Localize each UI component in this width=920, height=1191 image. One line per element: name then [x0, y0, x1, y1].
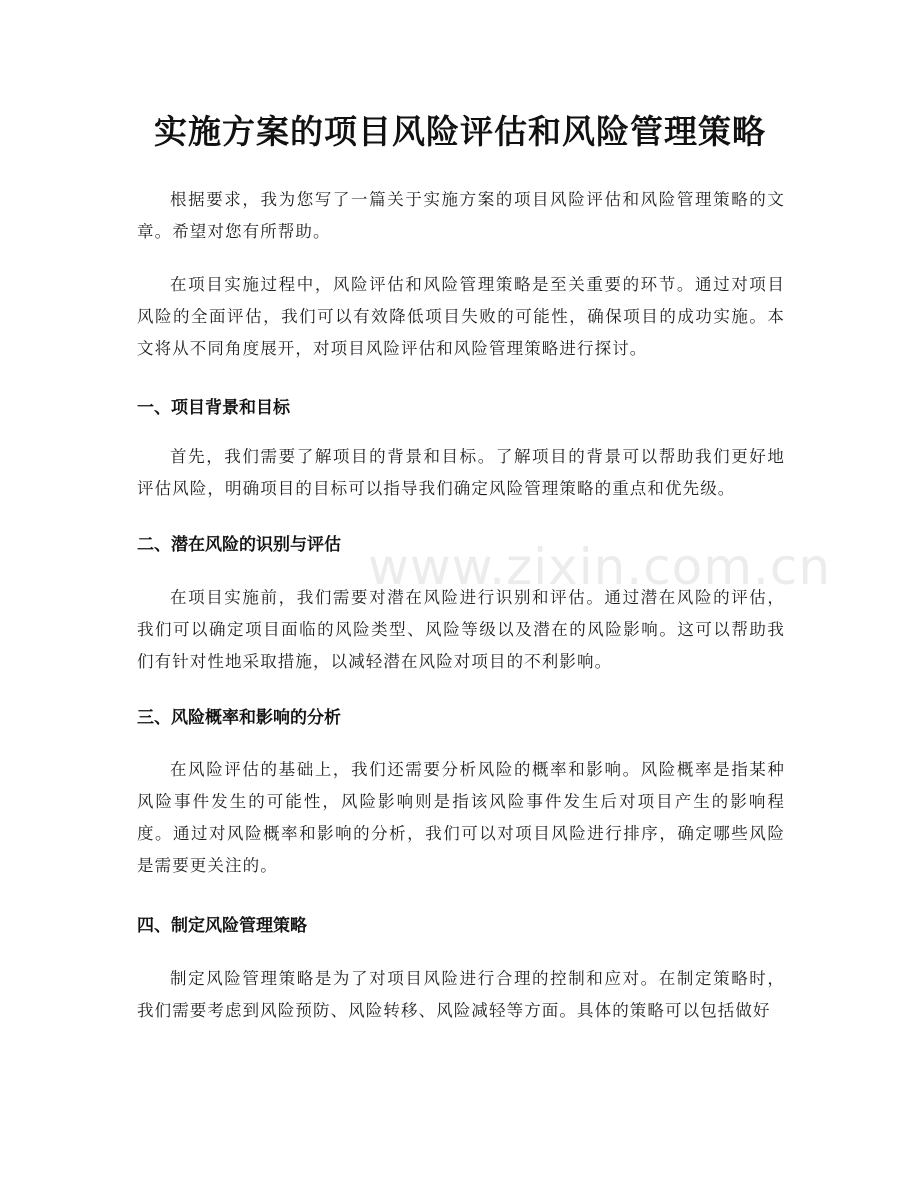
intro-paragraph-2: 在项目实施过程中，风险评估和风险管理策略是至关重要的环节。通过对项目风险的全面评估，我们可以有效降低项目失败的可能性，确保项目的成功实施。本文将从不同角度展开，对项目风险评估和风险管理策略进行探讨。: [137, 275, 785, 358]
section-body-4: 制定风险管理策略是为了对项目风险进行合理的控制和应对。在制定策略时，我们需要考虑到风险预防、风险转移、风险减轻等方面。具体的策略可以包括做好: [137, 969, 785, 1020]
section-body-1: 首先，我们需要了解项目的背景和目标。了解项目的背景可以帮助我们更好地评估风险，明确项目的目标可以指导我们确定风险管理策略的重点和优先级。: [137, 447, 785, 498]
section-heading-4: 四、制定风险管理策略: [137, 916, 307, 936]
section-heading-1: 一、项目背景和目标: [137, 398, 290, 418]
section-body-2: 在项目实施前，我们需要对潜在风险进行识别和评估。通过潜在风险的评估，我们可以确定项目面临的风险类型、风险等级以及潜在的风险影响。这可以帮助我们有针对性地采取措施，以减轻潜在风险对项目的不利影响。: [137, 588, 785, 671]
section-heading-2: 二、潜在风险的识别与评估: [137, 535, 341, 555]
watermark: www.zixin.com.cn: [368, 538, 832, 596]
section-body-3: 在风险评估的基础上，我们还需要分析风险的概率和影响。风险概率是指某种风险事件发生的可能性，风险影响则是指该风险事件发生后对项目产生的影响程度。通过对风险概率和影响的分析，我们可以对项目风险进行排序，确定哪些风险是需要更关注的。: [137, 760, 785, 875]
intro-paragraph-1: 根据要求，我为您写了一篇关于实施方案的项目风险评估和风险管理策略的文章。希望对您有所帮助。: [137, 190, 785, 241]
document-title: 实施方案的项目风险评估和风险管理策略: [154, 112, 766, 151]
section-heading-3: 三、风险概率和影响的分析: [137, 708, 341, 728]
